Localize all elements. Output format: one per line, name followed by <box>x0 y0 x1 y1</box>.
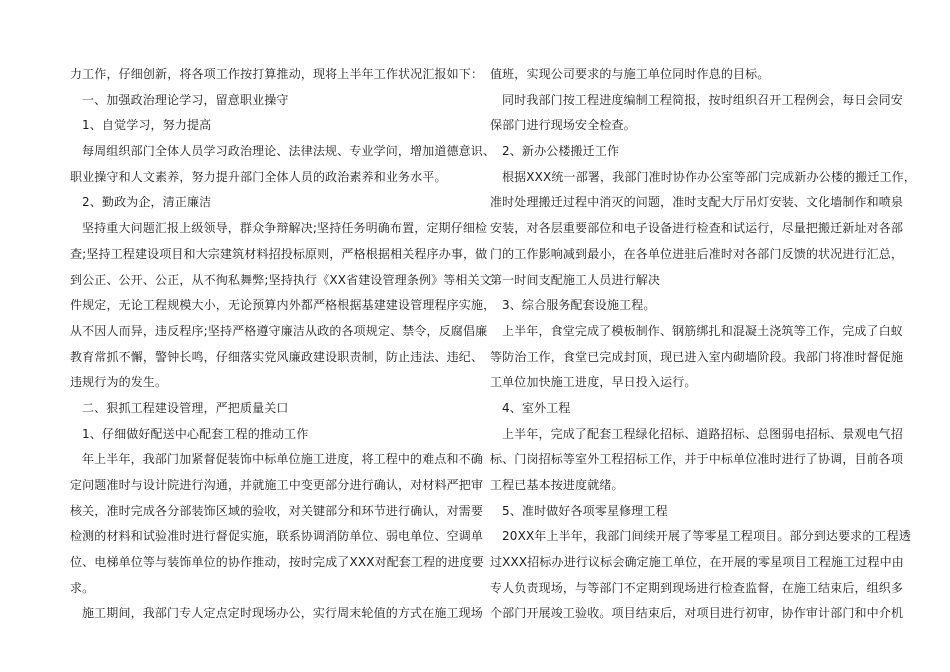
text-line: 每周组织部门全体人员学习政治理论、法律法规、专业学问，增加道德意识、 <box>82 144 496 159</box>
text-line: 准时处理搬迁过程中消灭的问题，准时支配大厅吊灯安装、文化墙制作和喷泉 <box>490 195 904 210</box>
text-line: 根据XXX统一部署，我部门准时协作办公室等部门完成新办公楼的搬迁工作， <box>502 169 916 184</box>
text-line: 一、加强政治理论学习，留意职业操守 <box>82 92 289 107</box>
text-line: 标、门岗招标等室外工程招标工作，并于中标单位准时进行了协调，目前各项 <box>490 452 904 467</box>
text-line: 个部门开展竣工验收。项目结束后，对项目进行初审，协作审计部门和中介机 <box>490 606 904 621</box>
text-line: 4、室外工程 <box>502 400 571 415</box>
text-line: 专人负责现场，与等部门不定期到现场进行检查监督，在施工结束后，组织多 <box>490 580 904 595</box>
text-line: 3、综合服务配套设施工程。 <box>502 298 656 313</box>
text-line: 位、电梯单位等与装饰单位的协作推动，按时完成了XXX对配套工程的进度要 <box>70 555 484 570</box>
text-line: 核关，准时完成各分部装饰区域的验收，对关键部分和环节进行确认，对需要 <box>70 503 484 518</box>
text-line: 第一时间支配施工人员进行解决 <box>490 272 661 287</box>
text-line: 坚持重大问题汇报上级领导，群众争辩解决;坚持任务明确布置，定期仔细检 <box>82 221 488 236</box>
text-line: 2、勤政为企，清正廉洁 <box>82 195 212 210</box>
text-line: 1、仔细做好配送中心配套工程的推动工作 <box>82 426 309 441</box>
text-line: 力工作，仔细创新，将各项工作按打算推动，现将上半年工作状况汇报如下： <box>70 67 484 81</box>
text-line: 保部门进行现场安全检查。 <box>490 118 636 133</box>
text-line: 1、自觉学习，努力提高 <box>82 118 212 133</box>
text-line: 等防治工作，食堂已完成封顶，现已进入室内砌墙阶段。我部门将准时督促施 <box>490 349 904 364</box>
text-line: 5、准时做好各项零星修理工程 <box>502 503 668 518</box>
text-line: 2、新办公楼搬迁工作 <box>502 144 620 159</box>
text-line: 工程已基本按进度就绪。 <box>490 478 624 492</box>
text-line: 二、狠抓工程建设管理，严把质量关口 <box>82 400 289 415</box>
text-line: 安装，对各层重要部位和电子设备进行检查和试运行，尽量把搬迁新址对各部 <box>490 221 904 236</box>
text-line: 求。 <box>70 580 95 595</box>
right-text-column <box>490 62 916 627</box>
text-line: 20XX年上半年，我部门间续开展了等零星工程项目。部分到达要求的工程透 <box>502 529 911 544</box>
left-text-column <box>70 62 496 627</box>
text-line: 门的工作影响减到最小，在各单位进驻后准时对各部门反馈的状况进行汇总， <box>490 246 904 261</box>
text-line: 违规行为的发生。 <box>70 375 168 390</box>
text-line: 教育常抓不懈，警钟长鸣，仔细落实党风廉政建设职责制，防止违法、违纪、 <box>70 349 484 364</box>
text-line: 检测的材料和试验准时进行督促实施，联系协调消防单位、弱电单位、空调单 <box>70 529 484 544</box>
text-line: 值班，实现公司要求的与施工单位同时作息的目标。 <box>490 67 770 81</box>
text-line: 查;坚持工程建设项目和大宗建筑材料招投标原则，严格根据相关程序办事，做 <box>70 246 488 261</box>
text-line: 到公正、公开、公正，从不徇私舞弊;坚持执行《XX省建设管理条例》等相关文 <box>70 272 492 287</box>
text-line: 上半年，食堂完成了模板制作、钢筋绑扎和混凝土浇筑等工作，完成了白蚁 <box>502 323 903 338</box>
text-line: 上半年，完成了配套工程绿化招标、道路招标、总图弱电招标、景观电气招 <box>502 426 903 441</box>
text-line: 件规定，无论工程规模大小，无论预算内外都严格根据基建建设管理程序实施， <box>70 298 496 313</box>
text-line: 工单位加快施工进度，早日投入运行。 <box>490 375 697 390</box>
text-line: 施工期间，我部门专人定点定时现场办公，实行周末轮值的方式在施工现场 <box>82 606 483 621</box>
text-line: 年上半年，我部门加紧督促装饰中标单位施工进度，将工程中的难点和不确 <box>82 452 483 467</box>
text-line: 从不因人而异，违反程序;坚持严格遵守廉洁从政的各项规定、禁令，反腐倡廉 <box>70 323 488 338</box>
text-line: 定问题准时与设计院进行沟通，并就施工中变更部分进行确认，对材料严把审 <box>70 478 484 492</box>
text-line: 过XXX招标办进行议标会确定施工单位，在开展的零星项目工程施工过程中由 <box>490 555 904 570</box>
text-line: 同时我部门按工程进度编制工程简报，按时组织召开工程例会，每日会同安 <box>502 92 903 107</box>
text-line: 职业操守和人文素养，努力提升部门全体人员的政治素养和业务水平。 <box>70 169 447 184</box>
